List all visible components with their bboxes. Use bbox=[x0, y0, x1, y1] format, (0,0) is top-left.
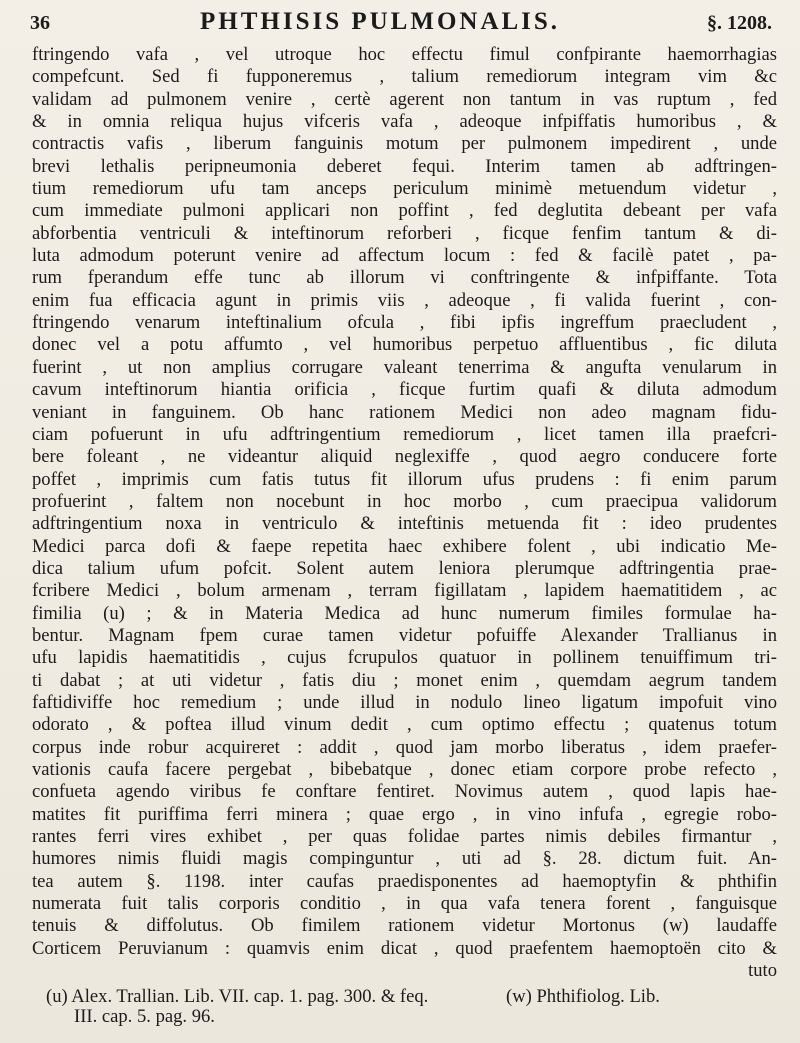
running-header bbox=[30, 8, 772, 38]
main-text bbox=[32, 44, 777, 982]
text-line: fimilia (u) ; & in Materia Medica ad hunc numerum fimiles formulae ha- bbox=[32, 602, 777, 624]
text-line: tea autem §. 1198. inter caufas praedisponentes ad haemoptyfin & phthifin bbox=[32, 870, 777, 892]
text-line: fuerint , ut non amplius corrugare valeant tenerrima & angufta venularum in bbox=[32, 356, 777, 378]
text-line: dica talium ufum pofcit. Solent autem leniora plerumque adftringentia prae- bbox=[32, 557, 777, 579]
text-line: faftidiviffe hoc remedium ; unde illud in nodulo lineo ligatum impofuit vino bbox=[32, 691, 777, 713]
text-line: compefcunt. Sed fi fupponeremus , talium remediorum integram vim &c bbox=[32, 66, 777, 88]
text-line: poffet , imprimis cum fatis tutus fit illorum ufus prudens : fi enim parum bbox=[32, 468, 777, 490]
text-line: profuerint , faltem non nocebunt in hoc morbo , cum praecipua validorum bbox=[32, 490, 777, 512]
text-line: ftringendo vafa , vel utroque hoc effectu fimul confpirante haemorrhagias bbox=[32, 44, 777, 65]
running-title: PHTHISIS PULMONALIS. bbox=[200, 8, 561, 35]
text-line: enim fua efficacia agunt in primis viis , adeoque , fi valida fuerint , con- bbox=[32, 289, 777, 311]
footnotes bbox=[46, 986, 766, 1027]
text-line: rum fperandum effe tunc ab illorum vi conftringente & infpiffante. Tota bbox=[32, 267, 777, 289]
footnote-u-continuation: III. cap. 5. pag. 96. bbox=[74, 1006, 215, 1027]
text-line: bentur. Magnam fpem curae tamen videtur pofuiffe Alexander Trallianus in bbox=[32, 624, 777, 646]
text-line: matites fit puriffima ferri minera ; quae ergo , in vino infufa , egregie robo- bbox=[32, 803, 777, 825]
text-line: luta admodum poterunt venire ad affectum locum : fed & facilè patet , pa- bbox=[32, 245, 777, 267]
text-line: humores nimis fluidi magis compinguntur , uti ad §. 28. dictum fuit. An- bbox=[32, 848, 777, 870]
text-line: numerata fuit talis corporis conditio , in qua vafa tenera forent , fanguisque bbox=[32, 893, 777, 915]
text-line: corpus inde robur acquireret : addit , quod jam morbo liberatus , idem praefer- bbox=[32, 736, 777, 758]
text-line: validam ad pulmonem venire , certè agerent non tantum in vas ruptum , fed bbox=[32, 88, 777, 110]
text-line: brevi lethalis peripneumonia deberet fequi. Interim tamen ab adftringen- bbox=[32, 155, 777, 177]
catchword: tuto bbox=[748, 960, 777, 982]
text-line: bere foleant , ne videantur aliquid neglexiffe , quod aegro conducere forte bbox=[32, 446, 777, 468]
page-number: 36 bbox=[30, 12, 50, 34]
text-line: tenuis & diffolutus. Ob fimilem rationem videtur Mortonus (w) laudaffe bbox=[32, 915, 777, 937]
section-reference: §. 1208. bbox=[707, 12, 772, 34]
text-line: contractis vafis , liberum fanguinis motum per pulmonem impedirent , unde bbox=[32, 133, 777, 155]
footnote-w: (w) Phthifiolog. Lib. bbox=[506, 986, 660, 1007]
text-line: cum immediate pulmoni applicari non poffint , fed deglutita debeant per vafa bbox=[32, 200, 777, 222]
text-line: Corticem Peruvianum : quamvis enim dicat , quod praefentem haemoptoën cito & bbox=[32, 937, 777, 959]
text-line: veniant in fanguinem. Ob hanc rationem Medici non adeo magnam fidu- bbox=[32, 401, 777, 423]
text-line: fcribere Medici , bolum armenam , terram figillatam , lapidem haematitidem , ac bbox=[32, 580, 777, 602]
text-line: odorato , & poftea illud vinum dedit , cum optimo effectu ; quatenus totum bbox=[32, 714, 777, 736]
footnote-u: (u) Alex. Trallian. Lib. VII. cap. 1. pag. 300. & feq. bbox=[46, 986, 429, 1007]
text-line: donec vel a potu affumto , vel humoribus perpetuo affluentibus , fic diluta bbox=[32, 334, 777, 356]
text-line: & in omnia reliqua hujus vifceris vafa , adeoque infpiffatis humoribus , & bbox=[32, 111, 777, 133]
text-line: abforbentia ventriculi & inteftinorum reforberi , ficque fenfim tantum & di- bbox=[32, 222, 777, 244]
text-line: vationis caufa facere pergebat , bibebatque , donec etiam corpore probe refecto , bbox=[32, 759, 777, 780]
text-line: tium remediorum ufu tam anceps periculum minimè metuendum videtur , bbox=[32, 178, 777, 200]
text-line: ti dabat ; at uti videtur , fatis diu ; monet enim , quemdam aegrum tandem bbox=[32, 669, 777, 691]
text-line: adftringentium noxa in ventriculo & inteftinis metuenda fit : ideo prudentes bbox=[32, 513, 777, 535]
text-line: ciam pofuerunt in ufu adftringentium remediorum , licet tamen illa praefcri- bbox=[32, 423, 777, 445]
text-line: confueta agendo viribus fe conftare fentiret. Novimus autem , quod lapis hae- bbox=[32, 781, 777, 803]
text-line: ufu lapidis haematitidis , cujus fcrupulos quatuor in pollinem tenuiffimum tri- bbox=[32, 647, 777, 669]
text-line: Medici parca dofi & faepe repetita haec exhibere folent , ubi indicatio Me- bbox=[32, 535, 777, 557]
text-line: cavum inteftinorum hiantia orificia , ficque furtim quafi & diluta admodum bbox=[32, 379, 777, 401]
text-line: rantes ferri vires exhibet , per quas folidae partes nimis debiles firmantur , bbox=[32, 826, 777, 848]
text-line: ftringendo venarum inteftinalium ofcula , fibi ipfis ingreffum praecludent , bbox=[32, 312, 777, 334]
